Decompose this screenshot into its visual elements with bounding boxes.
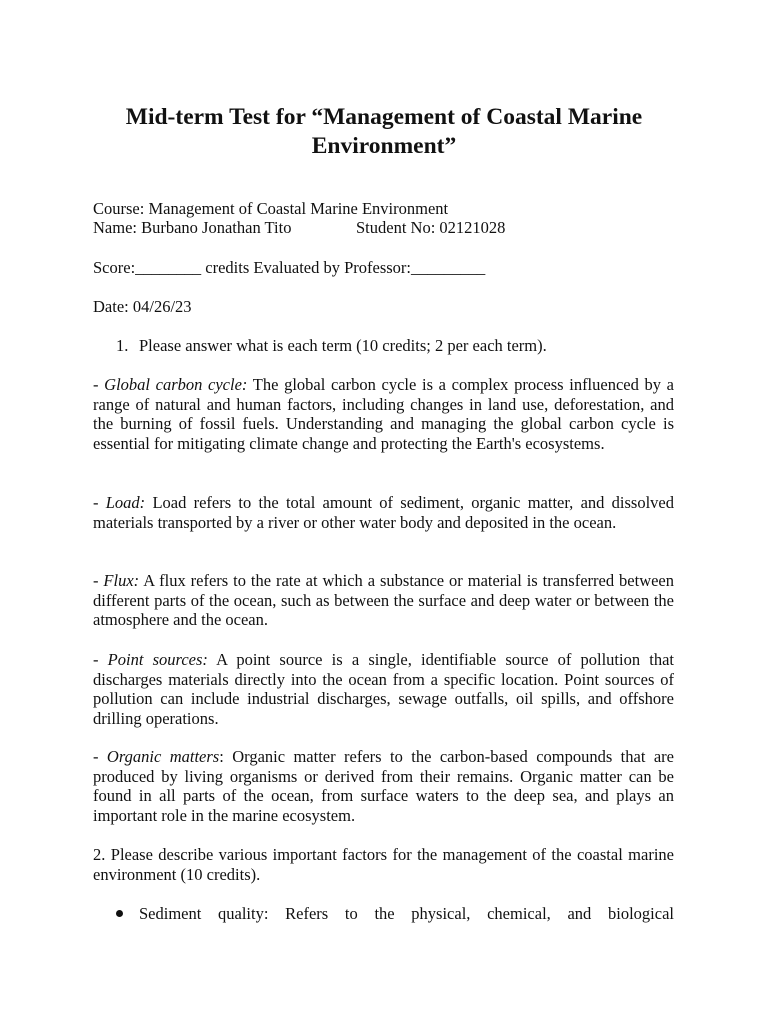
term-definition: A flux refers to the rate at which a substance or material is transferred between different parts of the ocean, such as between the surface and deep water or between the atmosphere and the ocean.: [93, 571, 675, 630]
student-number: Student No: 02121028: [356, 218, 506, 237]
name-line: Name: Burbano Jonathan Tito: [93, 218, 292, 237]
term-label: - Organic matters: [93, 747, 220, 766]
bullet-icon: [116, 910, 123, 917]
question-1-text: Please answer what is each term (10 credits; 2 per each term).: [139, 336, 547, 355]
term-definition: A point source is a single, identifiable source of pollution that discharges materials directly into the ocean from a specific location. Point sources of pollution can include industrial discharges, sewage outfalls, oil spills, and offshore drilling operations.: [93, 650, 674, 728]
term-label: - Load:: [93, 493, 146, 512]
term-load: [93, 493, 674, 532]
term-global-carbon-cycle: [93, 375, 674, 453]
question-1-number: 1.: [116, 336, 129, 355]
term-definition: : Organic matter refers to the carbon-based compounds that are produced by living organisms or derived from their remains. Organic matter can be found in all parts of the ocean, from surface waters to the deep sea, and plays an important role in the marine ecosystem.: [93, 747, 674, 825]
term-label: - Point sources:: [93, 650, 208, 669]
term-organic-matters: [93, 747, 674, 825]
title-line-1: Mid-term Test for “Management of Coastal Marine: [125, 104, 643, 130]
term-label: - Global carbon cycle:: [93, 375, 248, 394]
term-definition: The global carbon cycle is a complex process influenced by a range of natural and human factors, including changes in land use, deforestation, and the burning of fossil fuels. Understanding and managing the global carbon cycle is essential for mitigating climate change and protecting the Earth's ecosystems.: [93, 375, 674, 453]
question-2: 2. Please describe various important factors for the management of the coastal marine environment (10 credits).: [93, 845, 674, 884]
title-line-2: Environment”: [311, 133, 457, 159]
bullet-text: Sediment quality: Refers to the physical, chemical, and biological: [139, 904, 674, 923]
question-1: [116, 336, 547, 356]
date-line: Date: 04/26/23: [93, 297, 192, 316]
course-line: Course: Management of Coastal Marine Environment: [93, 199, 449, 218]
term-flux: [93, 571, 674, 630]
document-title: [70, 103, 698, 161]
term-definition: Load refers to the total amount of sediment, organic matter, and dissolved materials transported by a river or other water body and deposited in the ocean.: [93, 493, 674, 532]
term-point-sources: [93, 650, 674, 728]
score-line: Score:________ credits Evaluated by Professor:_________: [93, 258, 486, 277]
term-label: - Flux:: [93, 571, 140, 590]
